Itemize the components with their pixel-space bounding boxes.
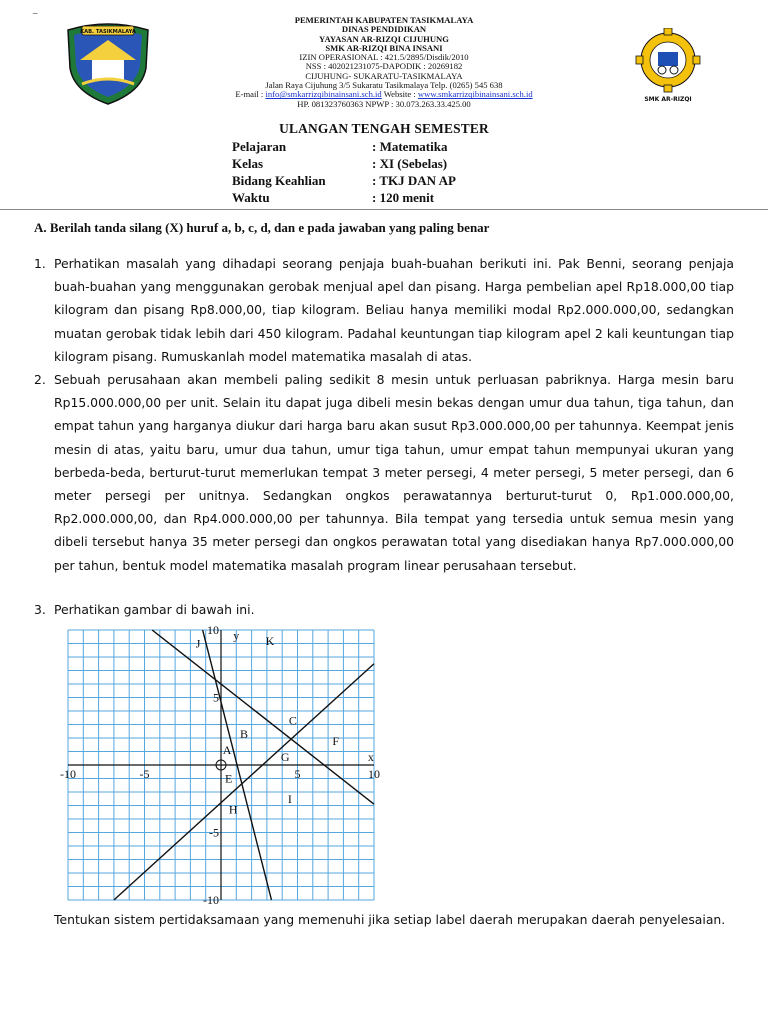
letterhead-address: Jalan Raya Cijuhung 3/5 Sukaratu Tasikmalaya Telp. (0265) 545 638	[265, 80, 503, 91]
y-tick-label: -10	[203, 893, 219, 907]
letterhead-agency: DINAS PENDIDIKAN	[341, 24, 427, 35]
header-divider	[0, 209, 768, 210]
meta-row	[232, 155, 456, 172]
region-label-c: C	[288, 713, 297, 728]
question-number: 3.	[34, 602, 46, 617]
meta-value: : Matematika	[372, 139, 448, 154]
letterhead-school: SMK AR-RIZQI BINA INSANI	[325, 42, 443, 53]
website-link[interactable]: www.smkarrizqibinainsani.sch.id	[417, 89, 533, 100]
boundary-line	[114, 664, 374, 900]
x-tick-label: -10	[60, 767, 76, 781]
meta-key: Bidang Keahlian	[232, 173, 326, 188]
meta-row	[232, 138, 456, 155]
logo-left-text: KAB. TASIKMALAYA	[80, 29, 136, 35]
region-label-b: B	[239, 727, 248, 741]
question-3	[34, 598, 734, 621]
coordinate-graph	[60, 622, 382, 908]
question-2	[34, 368, 734, 577]
meta-key: Pelajaran	[232, 139, 287, 154]
region-label-i: I	[287, 791, 292, 806]
meta-key: Kelas	[232, 156, 264, 171]
question-number: 2.	[34, 372, 46, 387]
smk-ar-rizqi-gear-logo	[632, 28, 704, 106]
y-tick-label: 10	[207, 623, 219, 637]
meta-key: Waktu	[232, 190, 270, 205]
email-label: E-mail :	[235, 89, 264, 100]
region-label-a: A	[222, 743, 232, 758]
email-link[interactable]: info@smkarrizqibinainsani.sch.id	[265, 89, 382, 100]
region-label-g: G	[280, 749, 290, 764]
letterhead-location: CIJUHUNG- SUKARATU-TASIKMALAYA	[305, 70, 463, 81]
x-tick-label: 5	[294, 767, 301, 781]
region-label-f: F	[332, 733, 340, 748]
meta-value: : 120 menit	[372, 190, 435, 205]
region-label-j: J	[195, 636, 201, 651]
letterhead-license: IZIN OPERASIONAL : 421.5/2895/Disdik/2010	[299, 52, 469, 63]
meta-row	[232, 189, 456, 206]
website-label: Website :	[383, 89, 416, 100]
region-label-e: E	[224, 771, 233, 786]
question-text: Perhatikan gambar di bawah ini.	[54, 602, 255, 617]
y-tick-label: 5	[213, 690, 219, 705]
exam-title: ULANGAN TENGAH SEMESTER	[279, 121, 489, 136]
y-tick-label: -5	[209, 825, 219, 840]
x-tick-label: -5	[139, 767, 150, 781]
question-text: Perhatikan masalah yang dihadapi seorang penjaja buah-buahan berikuti ini. Pak Benni, seorang penjaja buah-buahan yang menggunakan gerobak menjual apel dan pisang. Harga pembelian apel Rp18.000,00 tiap kilogram dan pisang Rp8.000,00, tiap kilogram. Beliau hanya memiliki modal Rp2.000.000,00, sedangkan muatan gerobak tidak lebih dari 450 kilogram. Padahal keuntungan tiap kilogram apel 2 kali keuntungan tiap kilogram pisang. Rumuskanlah model matematika masalah di atas.	[54, 256, 734, 364]
x-axis-label: x	[367, 750, 374, 764]
y-axis-label: y	[233, 628, 240, 643]
region-label-k: K	[265, 633, 275, 648]
meta-value: : TKJ DAN AP	[372, 173, 456, 188]
logo-right-text: SMK AR-RIZQI	[644, 96, 692, 103]
letterhead	[160, 16, 608, 109]
exam-meta	[232, 138, 456, 206]
question-3-task: Tentukan sistem pertidaksamaan yang memenuhi jika setiap label daerah merupakan daerah penyelesaian.	[54, 912, 726, 927]
question-number: 1.	[34, 256, 46, 271]
x-tick-label: 10	[368, 767, 380, 781]
letterhead-foundation: YAYASAN AR-RIZQI CIJUHUNG	[319, 33, 449, 44]
letterhead-nss: NSS : 402021231075-DAPODIK : 20269182	[305, 61, 463, 72]
letterhead-government: PEMERINTAH KABUPATEN TASIKMALAYA	[294, 15, 474, 25]
question-text: Sebuah perusahaan akan membeli paling sedikit 8 mesin untuk perluasan pabriknya. Harga mesin baru Rp15.000.000,00 per unit. Selain itu dapat juga dibeli mesin bekas dengan umur dua tahun, tiga tahun, dan empat tahun yang harganya diukur dari harga baru akan susut Rp3.000.000,00 per tahunnya. Keempat jenis mesin di atas, yaitu baru, umur dua tahun, umur tiga tahun, umur empat tahun mempunyai ukuran yang berbeda-beda, berturut-turut memerlukan tempat 3 meter persegi, 4 meter persegi, 5 meter persegi, dan 6 meter persegi per unitnya. Sedangkan ongkos perawatannya berturut-turut 0, Rp1.000.000,00, Rp2.000.000,00, dan Rp4.000.000,00 per tahunnya. Bila tempat yang tersedia untuk semua mesin yang dibeli tersebut hanya 35 meter persegi dan ongkos perawatan total yang disediakan hanya Rp7.000.000,00 per tahun, bentuk model matematika masalah program linear perusahaan tersebut.	[54, 372, 734, 573]
section-a-instruction: A. Berilah tanda silang (X) huruf a, b, c, d, dan e pada jawaban yang paling benar	[34, 220, 490, 235]
stray-mark: –	[33, 8, 38, 18]
tasikmalaya-emblem-logo	[62, 20, 154, 106]
letterhead-phone-npwp: HP. 081323760363 NPWP : 30.073.263.33.425.00	[297, 98, 471, 109]
question-1	[34, 252, 734, 368]
region-label-h: H	[228, 802, 238, 817]
meta-value: : XI (Sebelas)	[372, 156, 448, 171]
meta-row	[232, 172, 456, 189]
